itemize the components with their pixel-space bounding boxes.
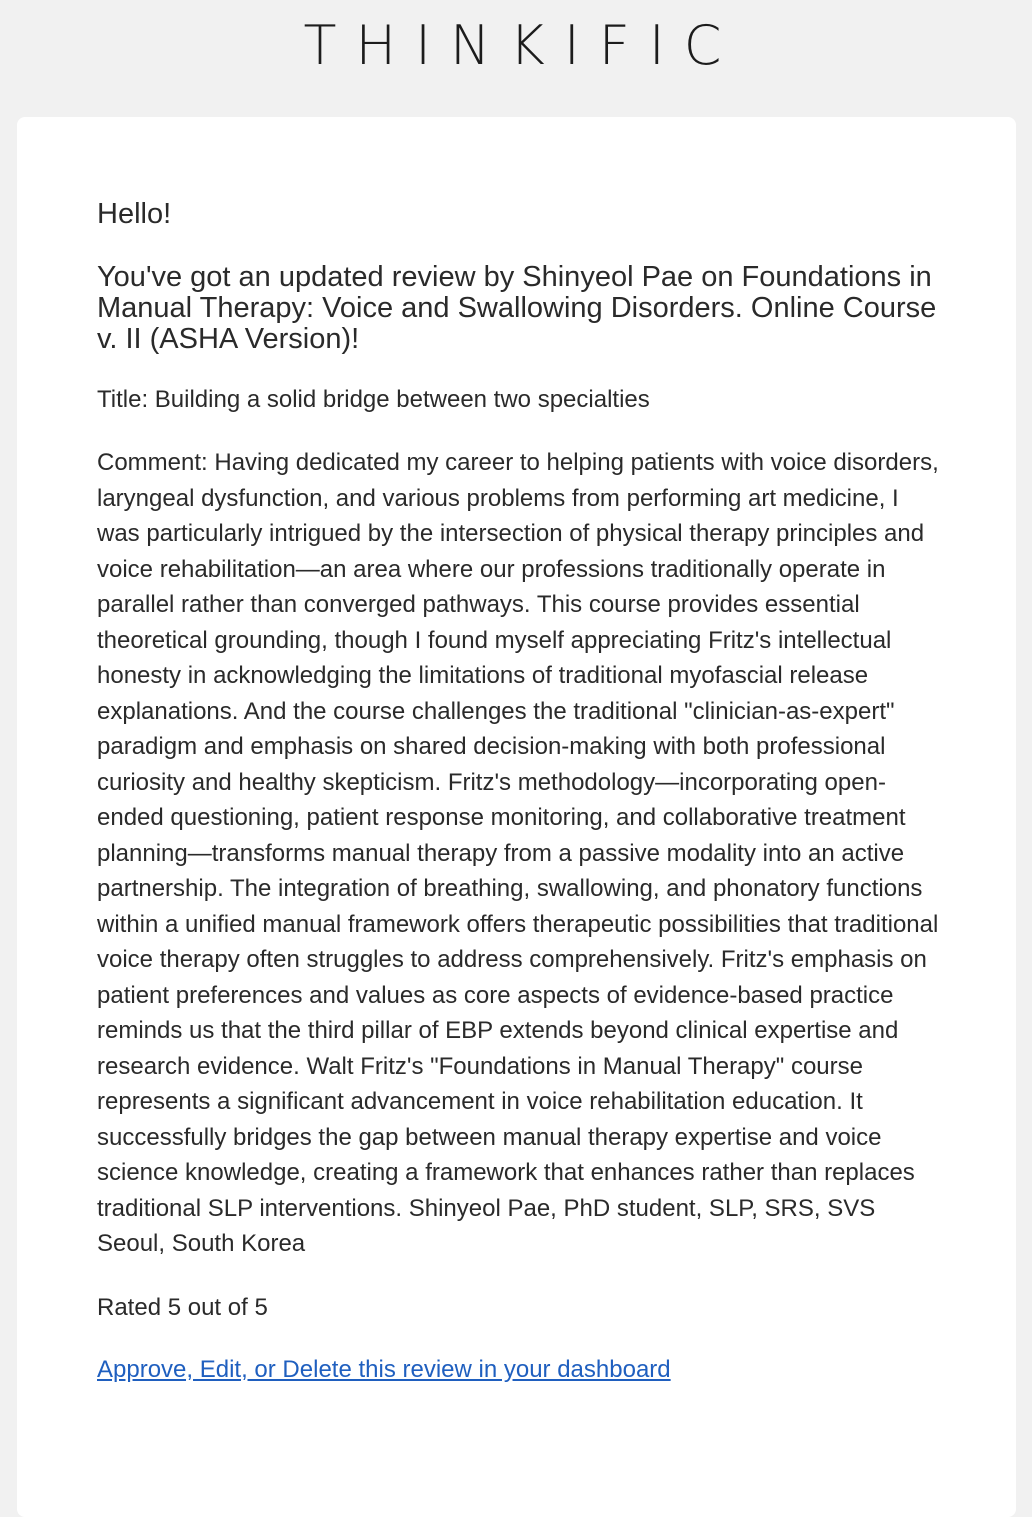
- greeting-heading: Hello!: [97, 198, 172, 230]
- email-content: [97, 195, 947, 1386]
- review-rating: Rated 5 out of 5: [97, 1293, 268, 1321]
- email-card: [17, 117, 1016, 1517]
- email-header: [0, 0, 1032, 110]
- review-comment: Comment: Having dedicated my career to helping patients with voice disorders, laryngeal dysfunction, and various problems from performing art medicine, I was particularly intrigued by the intersection of physical therapy principles and voice rehabilitation—an area where our professions traditionally operate in parallel rather than converged pathways. This course provides essential theoretical grounding, though I found myself appreciating Fritz's intellectual honesty in acknowledging the limitations of traditional myofascial release explanations. And the course challenges the traditional "clinician-as-expert" paradigm and emphasis on shared decision-making with both professional curiosity and healthy skepticism. Fritz's methodology—incorporating open-ended questioning, patient response monitoring, and collaborative treatment planning—transforms manual therapy from a passive modality into an active partnership. The integration of breathing, swallowing, and phonatory functions within a unified manual framework offers therapeutic possibilities that traditional voice therapy often struggles to address comprehensively. Fritz's emphasis on patient preferences and values as core aspects of evidence-based practice reminds us that the third pillar of EBP extends beyond clinical expertise and research evidence. Walt Fritz's "Foundations in Manual Therapy" course represents a significant advancement in voice rehabilitation education. It successfully bridges the gap between manual therapy expertise and voice science knowledge, creating a framework that enhances rather than replaces traditional SLP interventions. Shinyeol Pae, PhD student, SLP, SRS, SVS Seoul, South Korea: [97, 449, 939, 1257]
- thinkific-logo[interactable]: THINKIFIC: [303, 14, 741, 77]
- dashboard-link[interactable]: Approve, Edit, or Delete this review in your dashboard: [97, 1355, 671, 1383]
- review-intro-heading: You've got an updated review by Shinyeol Pae on Foundations in Manual Therapy: Voice and Swallowing Disorders. Online Course v. II (ASHA Version)!: [97, 261, 937, 355]
- review-title: Title: Building a solid bridge between two specialties: [97, 386, 650, 413]
